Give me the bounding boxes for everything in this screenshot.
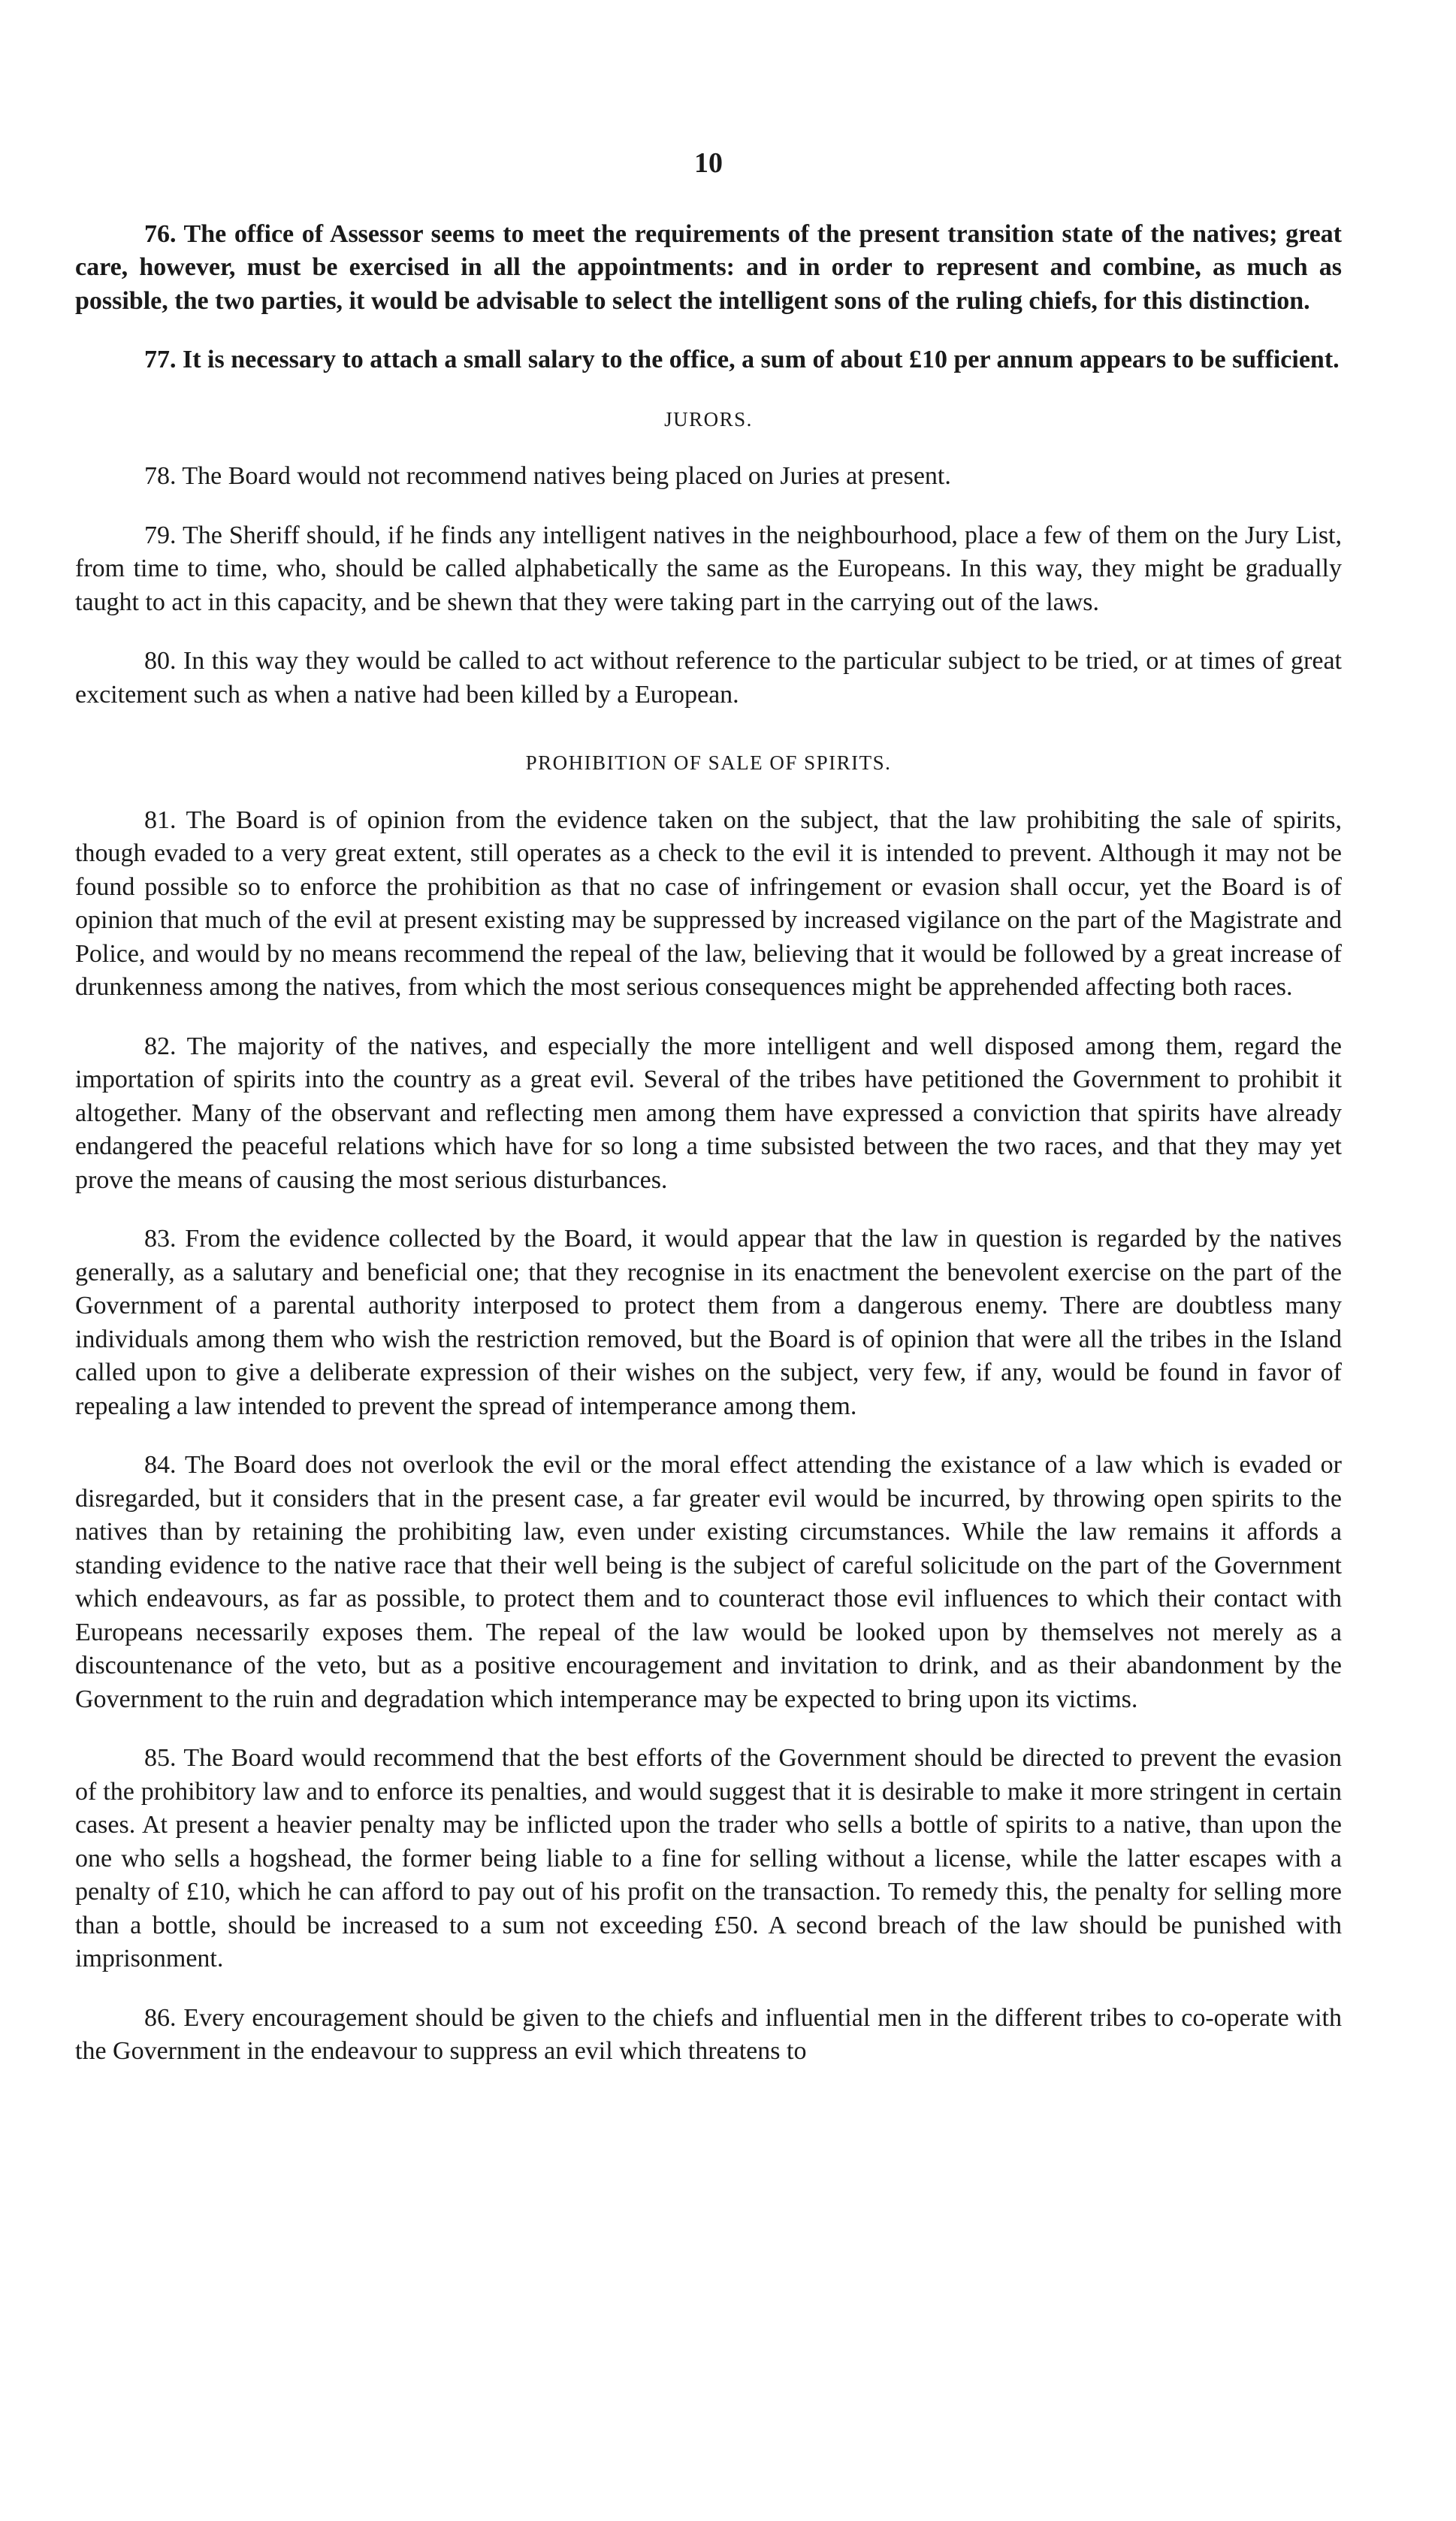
paragraph-80: 80. In this way they would be called to act without reference to the particular subject to be tried, or at times of great excitement such as when a native had been killed by a European. [75,647,1342,709]
paragraph-81: 81. The Board is of opinion from the evidence taken on the subject, that the law prohibiting the sale of spirits, though evaded to a very great extent, still operates as a check to the evil it is intended to prevent. Although it may not be found possible so to enforce the prohibition as that no case of infringement or evasion shall occur, yet the Board is of opinion that much of the evil at present existing may be suppressed by increased vigilance on the part of the Magistrate and Police, and would by no means recommend the repeal of the law, believing that it would be followed by a great increase of drunkenness among the natives, from which the most serious consequences might be apprehended affecting both races. [75,806,1342,1001]
paragraph-83: 83. From the evidence collected by the Board, it would appear that the law in question is regarded by the natives generally, as a salutary and beneficial one; that they recognise in its enactment the benevolent exercise on the part of the Government of a parental authority interposed to protect them from a dangerous enemy. There are doubtless many individuals among them who wish the restriction removed, but the Board is of opinion that were all the tribes in the Island called upon to give a deliberate expression of their wishes on the subject, very few, if any, would be found in favor of repealing a law intended to prevent the spread of intemperance among them. [75,1225,1342,1420]
paragraph-78: 78. The Board would not recommend natives being placed on Juries at present. [144,462,951,490]
paragraph-82: 82. The majority of the natives, and especially the more intelligent and well disposed among them, regard the importation of spirits into the country as a great evil. Several of the tribes have petitioned the Government to prohibit it altogether. Many of the observant and reflecting men among them have expressed a conviction that spirits have already endangered the peaceful relations which have for so long a time subsisted between the two races, and that they may yet prove the means of causing the most serious disturbances. [75,1032,1342,1194]
spirits-heading: PROHIBITION OF SALE OF SPIRITS. [525,751,892,774]
paragraph-77: 77. It is necessary to attach a small salary to the office, a sum of about £10 per annum appears to be sufficient. [144,346,1340,373]
jurors-heading: JURORS. [664,407,753,431]
page-number: 10 [694,147,723,179]
paragraph-76: 76. The office of Assessor seems to meet the requirements of the present transition state of the natives; great care, however, must be exercised in all the appointments: and in order to represent and combine, as much as possible, the two parties, it would be advisable to select the intelligent sons of the ruling chiefs, for this distinction. [75,219,1342,315]
document-page [75,147,1342,2094]
paragraph-79: 79. The Sheriff should, if he finds any intelligent natives in the neighbourhood, place a few of them on the Jury List, from time to time, who, should be called alphabetically the same as the Europeans. In this way, they might be gradually taught to act in this capacity, and be shewn that they were taking part in the carrying out of the laws. [75,521,1342,616]
paragraph-85: 85. The Board would recommend that the best efforts of the Government should be directed to prevent the evasion of the prohibitory law and to enforce its penalties, and would suggest that it is desirable to make it more stringent in certain cases. At present a heavier penalty may be inflicted upon the trader who sells a bottle of spirits to a native, than upon the one who sells a hogshead, the former being liable to a fine for selling without a license, while the latter escapes with a penalty of £10, which he can afford to pay out of his profit on the transaction. To remedy this, the penalty for selling more than a bottle, should be increased to a sum not exceeding £50. A second breach of the law should be punished with imprisonment. [75,1744,1342,1972]
paragraph-86: 86. Every encouragement should be given to the chiefs and influential men in the different tribes to co-operate with the Government in the endeavour to suppress an evil which threatens to [75,2003,1342,2065]
paragraph-84: 84. The Board does not overlook the evil or the moral effect attending the existance of a law which is evaded or disregarded, but it considers that in the present case, a far greater evil would be incurred, by throwing open spirits to the natives than by retaining the prohibiting law, even under existing circumstances. While the law remains it affords a standing evidence to the native race that their well being is the subject of careful solicitude on the part of the Government which endeavours, as far as possible, to protect them and to counteract those evil influences to which their contact with Europeans necessarily exposes them. The repeal of the law would be looked upon by themselves not merely as a discountenance of the veto, but as a positive encouragement and invitation to drink, and as their abandonment by the Government to the ruin and degradation which intemperance may be expected to bring upon its victims. [75,1451,1342,1713]
